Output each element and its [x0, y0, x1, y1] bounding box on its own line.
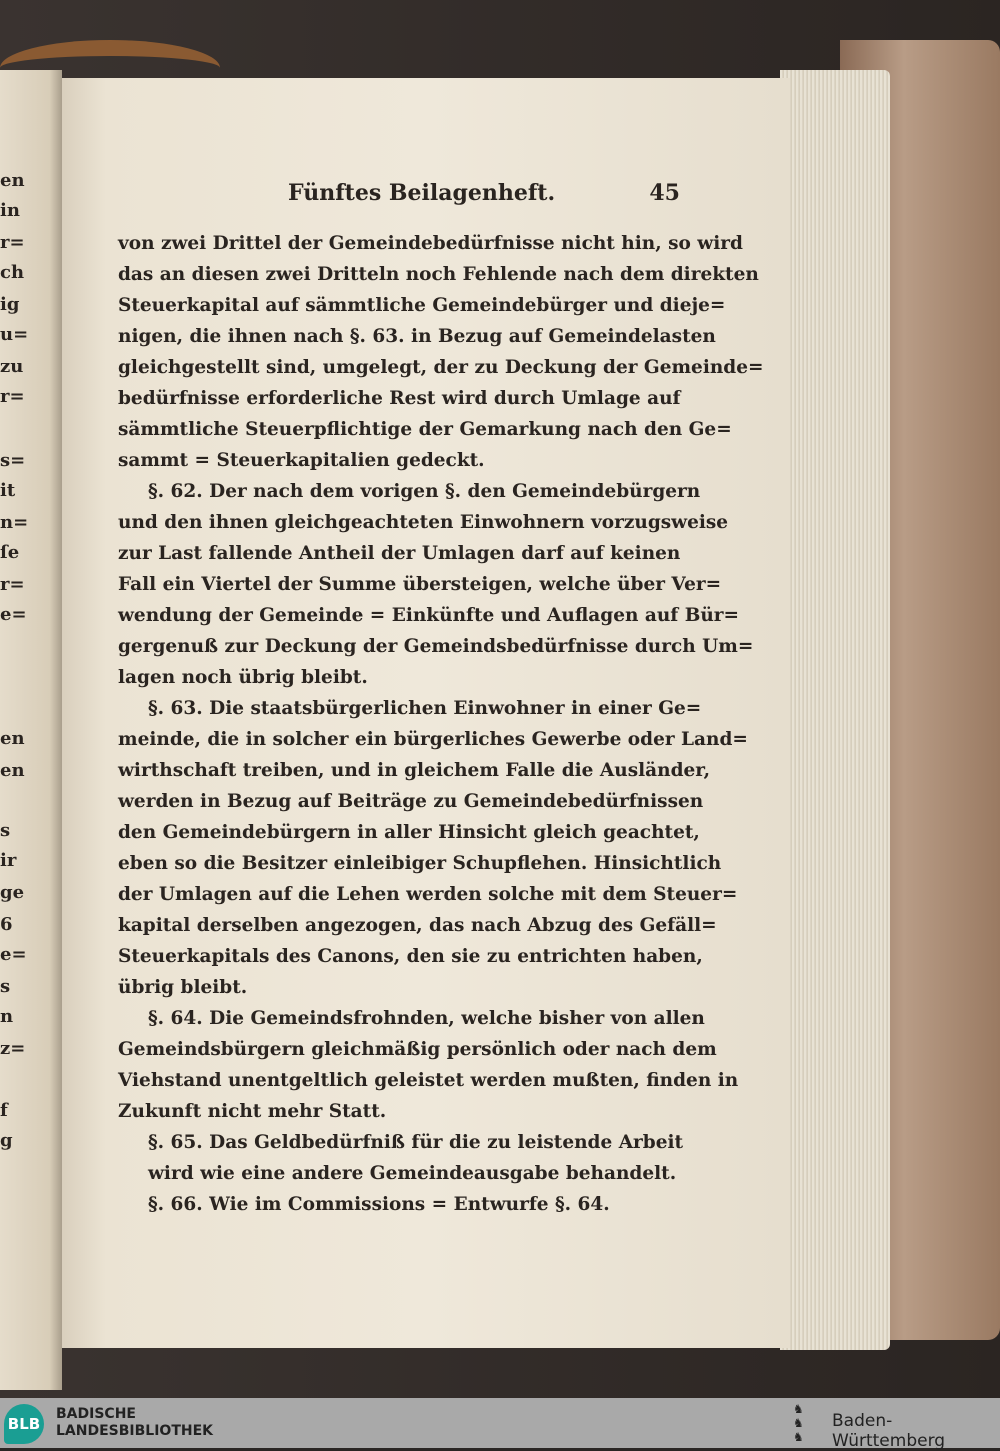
left-page-fragment: u=: [0, 324, 29, 345]
left-page-fragment: en: [0, 760, 25, 781]
left-page-fragment: 6: [0, 914, 13, 935]
text-line: wendung der Gemeinde = Einkünfte und Auflagen auf Bür=: [118, 605, 740, 626]
text-line: von zwei Drittel der Gemeindebedürfnisse nicht hin, so wird: [118, 233, 743, 254]
text-line: Gemeindsbürgern gleichmäßig persönlich oder nach dem: [118, 1039, 717, 1060]
left-page-fragment: en: [0, 728, 25, 749]
text-line: Zukunft nicht mehr Statt.: [118, 1101, 387, 1122]
text-line: Steuerkapitals des Canons, den sie zu entrichten haben,: [118, 946, 703, 967]
text-line: §. 65. Das Geldbedürfniß für die zu leistende Arbeit: [148, 1132, 684, 1153]
page-body: [118, 228, 764, 1220]
text-line: gergenuß zur Deckung der Gemeindsbedürfnisse durch Um=: [118, 636, 754, 657]
left-page-fragment: n=: [0, 512, 29, 533]
text-line: §. 62. Der nach dem vorigen §. den Gemeindebürgern: [148, 481, 701, 502]
left-page-fragment: r=: [0, 232, 25, 253]
left-page-fragment: r=: [0, 574, 25, 595]
text-line: sämmtliche Steuerpflichtige der Gemarkung nach den Ge=: [118, 419, 732, 440]
left-page-fragment: s: [0, 976, 11, 997]
text-line: sammt = Steuerkapitalien gedeckt.: [118, 450, 485, 471]
left-page-edge: [0, 70, 62, 1390]
text-line: übrig bleibt.: [118, 977, 248, 998]
left-page-fragment: s=: [0, 450, 26, 471]
left-page-fragment: in: [0, 200, 20, 221]
left-page-fragment: f: [0, 1100, 8, 1121]
text-line: und den ihnen gleichgeachteten Einwohnern vorzugsweise: [118, 512, 729, 533]
page-edges: [780, 70, 890, 1350]
text-line: §. 63. Die staatsbürgerlichen Einwohner in einer Ge=: [148, 698, 702, 719]
text-line: Steuerkapital auf sämmtliche Gemeindebürger und dieje=: [118, 295, 726, 316]
text-line: den Gemeindebürgern in aller Hinsicht gleich geachtet,: [118, 822, 700, 843]
bw-lions-icon: ♞ ♞ ♞: [793, 1402, 804, 1444]
left-page-fragment: e=: [0, 604, 27, 625]
left-page-fragment: ſe: [0, 542, 20, 563]
left-page-fragment: r=: [0, 386, 25, 407]
page-header: [118, 180, 680, 210]
page-number: 45: [649, 180, 680, 206]
left-page-fragment: ch: [0, 262, 25, 283]
text-line: §. 64. Die Gemeindsfrohnden, welche bisher von allen: [148, 1008, 705, 1029]
left-page-fragment: ge: [0, 882, 25, 903]
text-line: zur Last fallende Antheil der Umlagen darf auf keinen: [118, 543, 681, 564]
text-line: Viehstand unentgeltlich geleistet werden mußten, finden in: [118, 1070, 739, 1091]
text-line: werden in Bezug auf Beiträge zu Gemeindebedürfnissen: [118, 791, 704, 812]
text-line: eben so die Besitzer einleibiger Schupflehen. Hinsichtlich: [118, 853, 722, 874]
left-page-fragment: z=: [0, 1038, 26, 1059]
text-line: bedürfnisse erforderliche Rest wird durch Umlage auf: [118, 388, 681, 409]
left-page-fragment: g: [0, 1130, 13, 1151]
text-line: der Umlagen auf die Lehen werden solche mit dem Steuer=: [118, 884, 738, 905]
left-page-fragment: it: [0, 480, 16, 501]
footer-bar: [0, 1398, 1000, 1451]
blb-line2: LANDESBIBLIOTHEK: [56, 1423, 214, 1439]
text-line: nigen, die ihnen nach §. 63. in Bezug auf Gemeindelasten: [118, 326, 716, 347]
text-line: gleichgestellt sind, umgelegt, der zu Deckung der Gemeinde=: [118, 357, 764, 378]
left-page-fragment: n: [0, 1006, 14, 1027]
left-page-fragment: zu: [0, 356, 24, 377]
running-title: Fünftes Beilagenheft.: [288, 180, 556, 206]
blb-name[interactable]: [56, 1406, 213, 1440]
left-page-fragment: s: [0, 820, 11, 841]
bw-name[interactable]: Baden-Württemberg: [832, 1411, 946, 1451]
text-line: lagen noch übrig bleibt.: [118, 667, 368, 688]
text-line: Fall ein Viertel der Summe übersteigen, welche über Ver=: [118, 574, 722, 595]
text-line: meinde, die in solcher ein bürgerliches Gewerbe oder Land=: [118, 729, 748, 750]
text-line: wirthschaft treiben, und in gleichem Falle die Ausländer,: [118, 760, 711, 781]
left-page-fragment: e=: [0, 944, 27, 965]
text-line: wird wie eine andere Gemeindeausgabe behandelt.: [148, 1163, 677, 1184]
text-line: §. 66. Wie im Commissions = Entwurfe §. 64.: [148, 1194, 610, 1215]
blb-logo[interactable]: BLB: [4, 1404, 44, 1444]
left-page-fragment: ig: [0, 294, 20, 315]
text-line: das an diesen zwei Dritteln noch Fehlende nach dem direkten: [118, 264, 759, 285]
blb-line1: BADISCHE: [56, 1406, 136, 1422]
left-page-fragment: ir: [0, 850, 17, 871]
left-page-fragment: en: [0, 170, 25, 191]
text-line: kapital derselben angezogen, das nach Abzug des Gefäll=: [118, 915, 717, 936]
